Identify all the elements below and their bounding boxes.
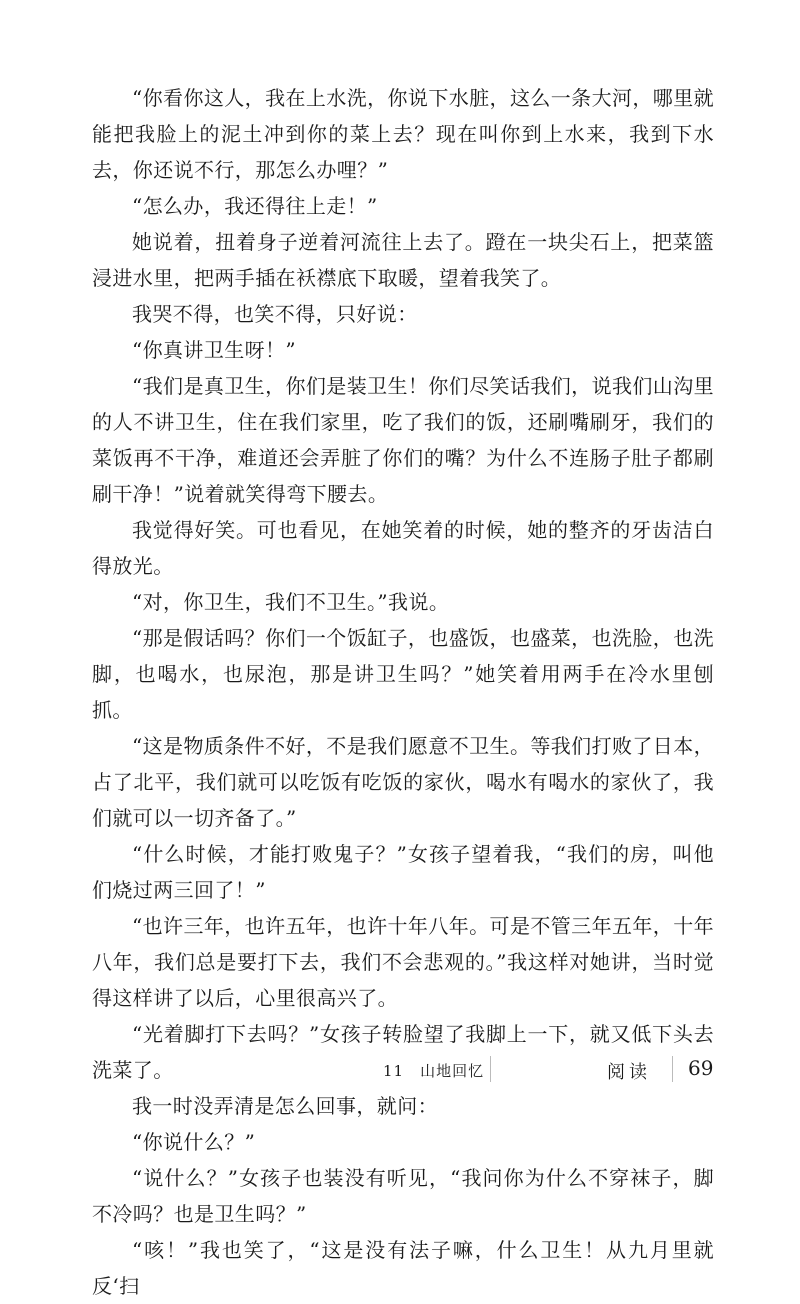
paragraph: “我们是真卫生，你们是装卫生！你们尽笑话我们，说我们山沟里的人不讲卫生，住在我们家里，吃了我们的饭，还刷嘴刷牙，我们的菜饭再不干净，难道还会弄脏了你们的嘴？为什么不连肠子肚子都刷刷干净！”说着就笑得弯下腰去。: [92, 374, 714, 506]
paragraph: “怎么办，我还得往上走！”: [132, 194, 378, 218]
text-body: [92, 80, 714, 1304]
footer-divider: [672, 1056, 673, 1082]
paragraph: “你看你这人，我在上水洗，你说下水脏，这么一条大河，哪里就能把我脸上的泥土冲到你的菜上去？现在叫你到上水来，我到下水去，你还说不行，那怎么办哩？”: [92, 86, 714, 182]
paragraph: 我哭不得，也笑不得，只好说：: [132, 302, 418, 326]
page-footer: [0, 1050, 800, 1090]
paragraph: “什么时候，才能打败鬼子？”女孩子望着我，“我们的房，叫他们烧过两三回了！”: [92, 842, 714, 902]
paragraph: “也许三年，也许五年，也许十年八年。可是不管三年五年，十年八年，我们总是要打下去，我们不会悲观的。”我这样对她讲，当时觉得这样讲了以后，心里很高兴了。: [92, 914, 714, 1010]
section-label: 阅读: [607, 1062, 651, 1083]
paragraph: 我觉得好笑。可也看见，在她笑着的时候，她的整齐的牙齿洁白得放光。: [92, 518, 714, 578]
paragraph: “咳！”我也笑了，“这是没有法子嘛，什么卫生！从九月里就反‘扫: [92, 1238, 714, 1298]
paragraph: “对，你卫生，我们不卫生。”我说。: [132, 590, 450, 614]
paragraph: 她说着，扭着身子逆着河流往上去了。蹬在一块尖石上，把菜篮浸进水里，把两手插在袄襟底下取暖，望着我笑了。: [92, 230, 714, 290]
paragraph: “这是物质条件不好，不是我们愿意不卫生。等我们打败了日本，占了北平，我们就可以吃饭有吃饭的家伙，喝水有喝水的家伙了，我们就可以一切齐备了。”: [92, 734, 714, 830]
page-number: 69: [688, 1056, 714, 1080]
paragraph: “光着脚打下去吗？”女孩子转脸望了我脚上一下，就又低下头去洗菜了。: [92, 1022, 714, 1082]
paragraph: “那是假话吗？你们一个饭缸子，也盛饭，也盛菜，也洗脸，也洗脚，也喝水，也尿泡，那是讲卫生吗？”她笑着用两手在冷水里刨抓。: [92, 626, 714, 722]
footer-divider: [490, 1056, 491, 1082]
chapter-label: 11 山地回忆: [383, 1062, 485, 1080]
paragraph: 我一时没弄清是怎么回事，就问：: [132, 1094, 438, 1118]
paragraph: “你说什么？”: [132, 1130, 256, 1154]
paragraph: “你真讲卫生呀！”: [132, 338, 297, 362]
paragraph: “说什么？”女孩子也装没有听见，“我问你为什么不穿袜子，脚不冷吗？也是卫生吗？”: [92, 1166, 714, 1226]
